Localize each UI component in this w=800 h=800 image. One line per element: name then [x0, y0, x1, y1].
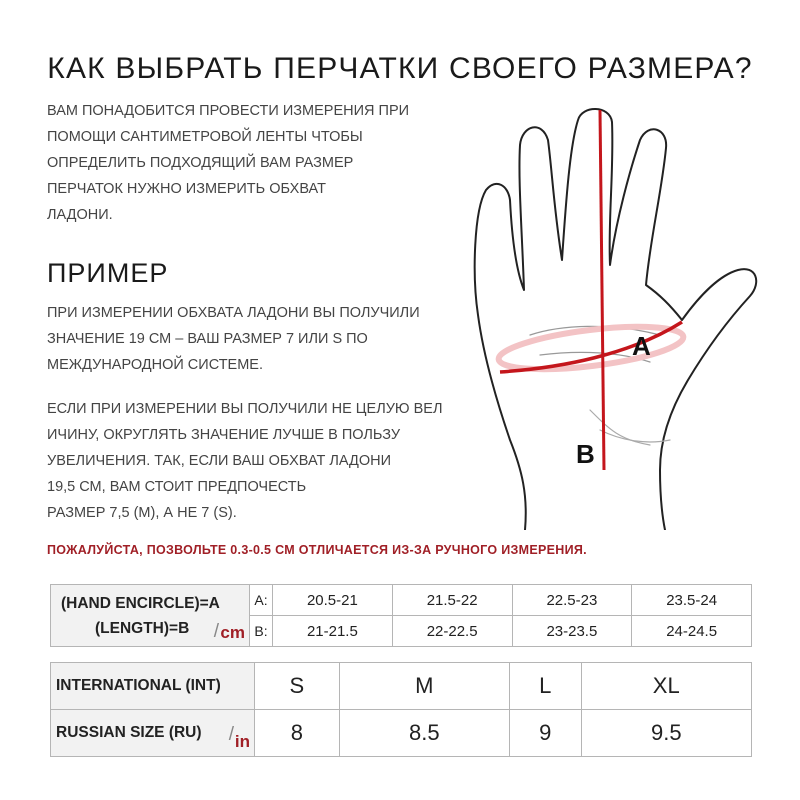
russian-size-label-cell: [51, 710, 255, 757]
rounding-text: ЕСЛИ ПРИ ИЗМЕРЕНИИ ВЫ ПОЛУЧИЛИ НЕ ЦЕЛУЮ ВЕЛ ИЧИНУ, ОКРУГЛЯТЬ ЗНАЧЕНИЕ ЛУЧШЕ В ПОЛЬЗУ УВЕЛИЧЕНИЯ. ТАК, ЕСЛИ ВАШ ОБХВАТ ЛАДОНИ 19,5 СМ, ВАМ СТОИТ ПРЕДПОЧЕСТЬ РАЗМЕР 7,5 (М), А НЕ 7 (S).: [47, 401, 443, 521]
length-value: 24-24.5: [632, 616, 752, 647]
unit-cm: cm: [220, 623, 245, 642]
ru-size-value: 9: [510, 710, 581, 757]
int-size-value: XL: [581, 663, 751, 710]
table-row: [51, 585, 752, 616]
length-value: 22-22.5: [392, 616, 512, 647]
length-label: (LENGTH)=B: [95, 619, 190, 637]
example-heading: ПРИМЕР: [47, 258, 169, 288]
measurement-label-cell: [51, 585, 250, 647]
table-row: [51, 710, 752, 757]
palm-crease: [590, 410, 650, 445]
hand-measurement-diagram: [470, 100, 790, 530]
page-title: КАК ВЫБРАТЬ ПЕРЧАТКИ СВОЕГО РАЗМЕРА?: [47, 52, 753, 85]
hand-outline: [475, 109, 757, 530]
row-key-b: B:: [250, 616, 273, 647]
slash-divider: /: [228, 724, 234, 745]
length-line: [600, 110, 604, 470]
encircle-value: 20.5-21: [273, 585, 393, 616]
label-a: A: [632, 331, 651, 361]
size-table: [50, 662, 752, 757]
measurement-warning: ПОЖАЛУЙСТА, ПОЗВОЛЬТЕ 0.3-0.5 СМ ОТЛИЧАЕТСЯ ИЗ-ЗА РУЧНОГО ИЗМЕРЕНИЯ.: [47, 543, 587, 557]
ru-size-value: 8.5: [339, 710, 509, 757]
length-value: 21-21.5: [273, 616, 393, 647]
intro-text: ВАМ ПОНАДОБИТСЯ ПРОВЕСТИ ИЗМЕРЕНИЯ ПРИ ПОМОЩИ САНТИМЕТРОВОЙ ЛЕНТЫ ЧТОБЫ ОПРЕДЕЛИТЬ ПОДХОДЯЩИЙ ВАМ РАЗМЕР ПЕРЧАТОК НУЖНО ИЗМЕРИТЬ ОБХВАТ ЛАДОНИ.: [47, 103, 410, 223]
international-size-label: INTERNATIONAL (INT): [51, 663, 255, 710]
wrist-crease: [600, 430, 670, 442]
encircle-value: 22.5-23: [512, 585, 632, 616]
ru-size-value: 8: [255, 710, 340, 757]
ru-size-value: 9.5: [581, 710, 751, 757]
label-b: B: [576, 439, 595, 469]
hand-encircle-label: (HAND ENCIRCLE)=A: [61, 594, 220, 612]
russian-size-label: RUSSIAN SIZE (RU): [56, 724, 202, 741]
int-size-value: S: [255, 663, 340, 710]
measurement-table: [50, 584, 752, 647]
example-text: ПРИ ИЗМЕРЕНИИ ОБХВАТА ЛАДОНИ ВЫ ПОЛУЧИЛИ ЗНАЧЕНИЕ 19 СМ – ВАШ РАЗМЕР 7 ИЛИ S ПО МЕЖДУНАРОДНОЙ СИСТЕМЕ.: [47, 305, 420, 373]
row-key-a: A:: [250, 585, 273, 616]
slash-divider: /: [213, 621, 219, 642]
unit-in: in: [234, 732, 250, 751]
int-size-value: M: [339, 663, 509, 710]
table-row: [51, 663, 752, 710]
length-value: 23-23.5: [512, 616, 632, 647]
int-size-value: L: [510, 663, 581, 710]
encircle-value: 21.5-22: [392, 585, 512, 616]
encircle-value: 23.5-24: [632, 585, 752, 616]
